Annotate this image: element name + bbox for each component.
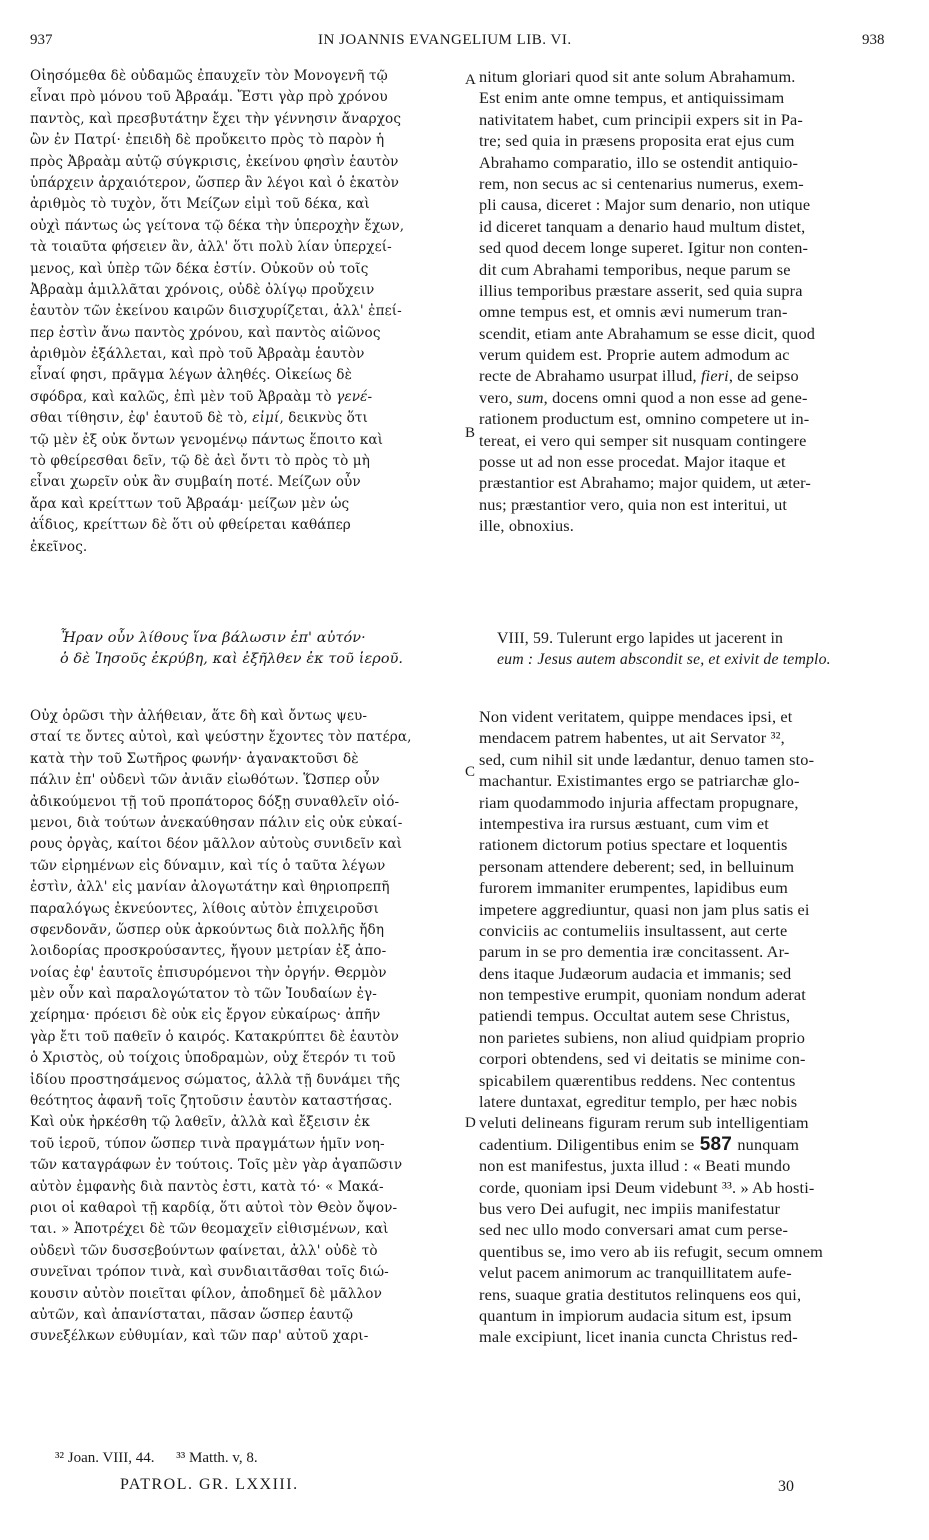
text-line: πάλιν ἐπ' οὐδενὶ τῶν ἀνιᾶν εἰωθότων. Ὥσπερ οὖν: [30, 772, 380, 789]
emphasis: εἰμί: [252, 410, 280, 427]
text-line: patiendi tempus. Occultat autem sese Christus,: [479, 1006, 791, 1026]
footnotes: [55, 1450, 258, 1467]
text-line: latere duntaxat, egreditur templo, per hæc nobis: [479, 1092, 798, 1112]
text-line: non tempestive erumpit, quoniam nondum aderat: [479, 985, 806, 1005]
text-line: riam quodammodo injuria affectam propugnare,: [479, 792, 799, 812]
text-line: conviciis ac contumeliis insultassent, aut certe: [479, 920, 788, 940]
verse-greek-line: ὁ δὲ Ἰησοῦς ἐκρύβη, καὶ ἐξῆλθεν ἐκ τοῦ ἱεροῦ.: [60, 651, 404, 668]
text-line: male excipiunt, licet inania cuncta Christus red-: [479, 1327, 798, 1347]
margin-marker-a: A: [465, 72, 476, 88]
text-line: παραλόγως ἐκνεύοντες, λίθοις αὐτὸν ἐπιχειροῦσι: [30, 900, 379, 917]
text-line: non parietes subiens, non aliud quidpiam proprio: [479, 1027, 805, 1047]
footnote-32: ³² Joan. VIII, 44.: [55, 1450, 155, 1466]
text-line: σταί τε ὄντες αὐτοὶ, καὶ ψεύστην ἔχοντες τὸν πατέρα,: [30, 729, 412, 746]
text-line: ἰδίου προστησάμενος σώματος, ἀλλὰ τῇ δυνάμει τῆς: [30, 1071, 401, 1088]
text-line: dens itaque Judæorum audacia et immanis; sed: [479, 963, 792, 983]
text-line: Ἀβραὰμ ἁμιλλᾶται χρόνοις, οὐδὲ ὀλίγῳ προὔχειν: [30, 281, 375, 298]
text-line: verum quidem est. Proprie autem admodum ac: [479, 345, 790, 365]
text-line: γὰρ ἔτι τοῦ παθεῖν ὁ καιρός. Κατακρύπτει δὲ ἑαυτὸν: [30, 1028, 400, 1045]
text-line: αὐτὸν ἐμφανὴς διὰ παντὸς ἐστι, κατὰ τό· « Μακά-: [30, 1178, 384, 1195]
text-line: ἀΐδιος, κρείττων δὲ ὅτι οὐ φθείρεται καθάπερ: [30, 517, 351, 534]
verse-latin-line: VIII, 59. Tulerunt ergo lapides ut jacerent in: [497, 630, 784, 647]
text-line: parum in se pro dementia iræ concitassent. Ar-: [479, 942, 790, 962]
page-number-right: 938: [862, 32, 885, 48]
text-line: nus; præstantior vero, quia non est interitui, ut: [479, 494, 788, 514]
text-line: μενος, καὶ ὑπὲρ τῶν δέκα ἐστίν. Οὐκοῦν οὐ τοῖς: [30, 260, 369, 277]
text-line: rem, non secus ac si centenarius numerus, exem-: [479, 173, 804, 193]
emphasis: fieri: [700, 366, 729, 386]
text-line: εἶναι πρὸ μόνου τοῦ Ἀβραάμ. Ἔστι γὰρ πρὸ χρόνου: [30, 89, 388, 106]
text-line: ἀδικούμενοι τῇ τοῦ προπάτορος δόξῃ συναθλεῖν οἰό-: [30, 793, 400, 810]
text-line: κατὰ τὴν τοῦ Σωτῆρος φωνήν· ἀγανακτοῦσι δὲ: [30, 750, 359, 767]
text-line: συνεῖναι τρόπον τινὰ, καὶ συνδιαιτᾶσθαι τοῖς διώ-: [30, 1264, 389, 1281]
text-line: ὢν ἐν Πατρί· ἐπειδὴ δὲ προὔκειτο πρὸς τὸ παρὸν ἡ: [30, 132, 385, 149]
text-line: omne tempus est, et omnis ævi numerum tran-: [479, 302, 788, 322]
text-line: ἑαυτὸν τῶν ἐκείνου καιρῶν διισχυρίζεται, ἀλλ' ἐπεί-: [30, 303, 402, 320]
text-line: σφενδονᾶν, ὥσπερ οὐκ ἀρκούντως διὰ πολλῆς ἤδη: [30, 921, 385, 938]
text-line: rens, suaque gratia destitutos relinquens eos qui,: [479, 1284, 802, 1304]
verse-greek: [60, 628, 470, 671]
text-line: Καὶ οὐκ ἠρκέσθη τῷ λαθεῖν, ἀλλὰ καὶ ἔξεισιν ἐκ: [30, 1114, 371, 1131]
text-line: nitum gloriari quod sit ante solum Abrahamum.: [479, 67, 796, 86]
page-number-left: 937: [30, 32, 53, 48]
text-line: Οὐχ ὁρῶσι τὴν ἀλήθειαν, ἅτε δὴ καὶ ὄντως ψευ-: [30, 708, 368, 724]
text-line: nativitatem habet, cum principii expers sit in Pa-: [479, 109, 803, 129]
text-line: ὑπάρχειν ἀρχαιότερον, ὥσπερ ἂν λέγοι καὶ ὁ ἑκατὸν: [30, 174, 400, 191]
verse-latin-line: eum : Jesus autem abscondit se, et exivit de templo.: [497, 651, 831, 669]
text-line: velut pacem animorum ac tranquillitatem aufe-: [479, 1263, 792, 1283]
text-line: impetere aggrediuntur, quasi non jam plus satis ei: [479, 899, 810, 919]
text-line: ἀριθμὸν ἐξάλλεται, καὶ πρὸ τοῦ Ἀβραὰμ ἑαυτὸν: [30, 346, 365, 363]
text-line: tre; sed quia in præsens proposita erat ejus cum: [479, 131, 795, 151]
text-line: εἶναί φησι, πρᾶγμα λέγων ἀληθές. Οἰκείως δὲ: [30, 367, 352, 384]
text-line: ρους ὀργὰς, καίτοι δέον μᾶλλον αὐτοὺς συνιδεῖν καὶ: [30, 836, 403, 853]
text-line: sed nec ullo modo conversari amat cum perse-: [479, 1220, 789, 1240]
text-line: τὸ φθείρεσθαι δεῖν, τῷ δὲ ἀεὶ ὄντι τὸ πρὸς τὸ μὴ: [30, 453, 370, 470]
text-line: quantum in impiorum audacia situm est, ipsum: [479, 1305, 792, 1325]
text-line: Abrahamo comparatio, illo se ostendit antiquio-: [479, 152, 799, 172]
text-line: sed quod decem longe superet. Igitur non conten-: [479, 238, 809, 258]
text-line: θεότητος ἀφανῆ τοῖς ζητοῦσιν ἑαυτὸν καταστήσας.: [30, 1093, 393, 1110]
text-line: ἄρα καὶ κρείττων τοῦ Ἀβραάμ· μείζων μὲν ὡς: [30, 495, 350, 512]
text-line: pli causa, diceret : Major sum denario, non utique: [479, 195, 811, 215]
greek-column-section1: [30, 66, 470, 558]
text-line: tereat, ei vero qui semper sit nusquam contingere: [479, 430, 807, 450]
text-line: παντὸς, καὶ πρεσβυτάτην ἔχει τὴν γέννησιν ἄναρχος: [30, 110, 402, 127]
verse-latin: [497, 628, 917, 671]
text-fragment: nunquam: [737, 1134, 800, 1154]
text-line: posse ut ad non esse procedat. Major itaque et: [479, 452, 786, 472]
text-line: Non vident veritatem, quippe mendaces ipsi, et: [479, 707, 793, 726]
text-line: præstantior est Abrahamo; major quidem, ut æter-: [479, 473, 811, 493]
text-line: spicabilem quærentibus reddens. Nec contentus: [479, 1070, 796, 1090]
text-line: vero, sum, docens omni quod a non esse ad gene-: [479, 387, 808, 407]
text-line: οὐχὶ πάντως ὡς γείτονα τῷ δέκα τὴν ὑπεροχὴν ἔχων,: [30, 217, 405, 234]
text-line: sed, cum nihil sit unde lædantur, denuo tamen sto-: [479, 749, 815, 769]
emphasis: sum: [516, 387, 544, 407]
text-line: veluti delineans figuram rerum sub intelligentiam: [479, 1113, 809, 1133]
running-header: [0, 32, 929, 54]
text-line: machantur. Existimantes ergo se patriarchæ glo-: [479, 771, 800, 791]
emphasis: γενέ-: [336, 388, 373, 405]
text-line: ἐστὶν, ἀλλ' εἰς μανίαν ἀλογωτάτην καὶ θηριοπρεπῆ: [30, 879, 390, 896]
text-line: κουσιν αὐτὸν ποιεῖται φίλον, ἀποδημεῖ δὲ μᾶλλον: [30, 1285, 382, 1302]
latin-column-section2: [479, 706, 899, 1348]
text-line: dit cum Abrahami temporibus, neque parum se: [479, 259, 791, 279]
text-line: αὐτῶν, καὶ ἀπανίσταται, πᾶσαν ὥσπερ ἑαυτῷ: [30, 1306, 354, 1323]
text-line: σφόδρα, καὶ καλῶς, ἐπὶ μὲν τοῦ Ἀβραὰμ τὸ γενέ-: [30, 388, 373, 405]
text-line: τῷ μὲν ἐξ οὐκ ὄντων γενομένῳ πάντως ἕποιτο καὶ: [30, 431, 384, 448]
text-line: τὰ τοιαῦτα φήσειεν ἂν, ἀλλ' ὅτι πολὺ λίαν ὑπερχεί-: [30, 239, 392, 256]
printer-signature: PATROL. GR. LXXIII.: [120, 1476, 299, 1493]
text-line: ἐκεῖνος.: [30, 538, 88, 555]
text-line: scendit, etiam ante Abrahamum se esse dicit, quod: [479, 323, 816, 343]
text-line: cadentium. Diligentibus enim se 587 nunquam: [479, 1133, 800, 1155]
text-line: intempestiva ira rursus æstuant, cum vim et: [479, 813, 769, 833]
latin-column-section1: [479, 66, 899, 537]
text-line: νοίας ἐφ' ἑαυτοῖς ἐπισυρόμενοι τὴν ὀργήν. Θερμὸν: [30, 964, 387, 981]
text-line: Est enim ante omne tempus, et antiquissimam: [479, 88, 785, 108]
text-line: μενοι, διὰ τούτων ἀνεκαύθησαν πάλιν εἰς οὐκ εὐκαί-: [30, 814, 403, 831]
text-line: οὐδενὶ τῶν δυσσεβούντων φαίνεται, ἀλλ' οὐδὲ τὸ: [30, 1242, 378, 1259]
text-line: ὁ Χριστὸς, οὐ τοίχοις ὑποδραμὼν, οὐχ ἕτερόν τι τοῦ: [30, 1050, 396, 1067]
text-line: furorem immaniter erumpentes, lapidibus eum: [479, 878, 788, 898]
text-line: τῶν εἰρημένων εἰς δύναμιν, καὶ τίς ὁ ταῦτα λέγων: [30, 857, 386, 874]
column-number: 587: [694, 1133, 738, 1155]
text-line: rationem dictorum potius spectare et loquentis: [479, 835, 788, 855]
text-line: περ ἐστὶν ἄνω παντὸς χρόνου, καὶ παντὸς αἰῶνος: [30, 324, 381, 341]
greek-column-section2: [30, 706, 470, 1348]
sheet-number: 30: [778, 1478, 794, 1495]
text-line: τῶν καταγράφων ἐν τούτοις. Τοῖς μὲν γὰρ ἀγαπῶσιν: [30, 1157, 403, 1174]
page-title: IN JOANNIS EVANGELIUM LIB. VI.: [318, 32, 572, 48]
text-line: personam attendere deberent; sed, in belluinum: [479, 856, 795, 876]
text-line: χείρημα· πρόεισι δὲ οὐκ εἰς ἔργον εὐκαίρως· ἀπῆν: [30, 1007, 381, 1024]
text-line: ille, obnoxius.: [479, 516, 574, 536]
text-line: εἶναι χωρεῖν οὐκ ἂν συμβαίη ποτέ. Μείζων οὖν: [30, 474, 361, 491]
text-line: ται. » Ἀποτρέχει δὲ τῶν θεομαχεῖν εἰθισμένων, καὶ: [30, 1221, 389, 1238]
verse-greek-line: Ἦραν οὖν λίθους ἵνα βάλωσιν ἐπ' αὐτόν·: [60, 630, 366, 646]
text-line: corpori obtendens, sed vi deitatis se minime con-: [479, 1049, 806, 1069]
text-line: recte de Abrahamo usurpat illud, fieri, de seipso: [479, 366, 799, 386]
text-line: σθαι τίθησιν, ἐφ' ἑαυτοῦ δὲ τὸ, εἰμί, δεικνὺς ὅτι: [30, 410, 368, 427]
text-line: corde, quoniam ipsi Deum videbunt ³³. » Ab hosti-: [479, 1177, 815, 1197]
text-line: id diceret tanquam a denario haud multum distet,: [479, 216, 806, 236]
text-line: συνεξέλκων εὐθυμίαν, καὶ τῶν παρ' αὐτοῦ χαρι-: [30, 1328, 369, 1345]
text-line: τοῦ ἱεροῦ, τύπον ὥσπερ τινὰ πραγμάτων ἡμῖν νοη-: [30, 1135, 385, 1152]
text-line: λοιδορίας προσκρούσαντες, ἤγουν μετρίαν ἐξ ἀπο-: [30, 943, 387, 960]
text-line: mendacem patrem habentes, ut ait Servator ³²,: [479, 728, 785, 748]
text-line: μὲν οὖν καὶ παραλογώτατον τὸ τῶν Ἰουδαίων ἐγ-: [30, 986, 377, 1003]
text-line: non est manifestus, juxta illud : « Beati mundo: [479, 1156, 791, 1176]
text-line: πρὸς Ἀβραὰμ αὐτῷ σύγκρισις, ἐκείνου φησὶν ἑαυτὸν: [30, 153, 399, 170]
text-line: bus vero Dei aufugit, nec impiis manifestatur: [479, 1198, 781, 1218]
text-line: rationem productum est, omnino competere ut in-: [479, 409, 810, 429]
text-line: ἀριθμὸς τὸ τυχὸν, ὅτι Μείζων εἰμὶ τοῦ δέκα, καὶ: [30, 196, 370, 213]
text-line: illius temporibus præstare asserit, sed quia supra: [479, 280, 803, 300]
footnote-33: ³³ Matth. v, 8.: [176, 1450, 258, 1466]
text-line: ριοι οἱ καθαροὶ τῇ καρδίᾳ, ὅτι αὐτοὶ τὸν Θεὸν ὄψον-: [30, 1199, 398, 1216]
text-line: Οἰησόμεθα δὲ οὐδαμῶς ἐπαυχεῖν τὸν Μονογενῆ τῷ: [30, 68, 388, 84]
text-line: quentibus se, imo vero ab iis refugit, secum omnem: [479, 1241, 823, 1261]
margin-marker-c: C: [465, 764, 476, 780]
margin-marker-d: D: [465, 1115, 476, 1131]
margin-marker-b: B: [465, 425, 476, 441]
